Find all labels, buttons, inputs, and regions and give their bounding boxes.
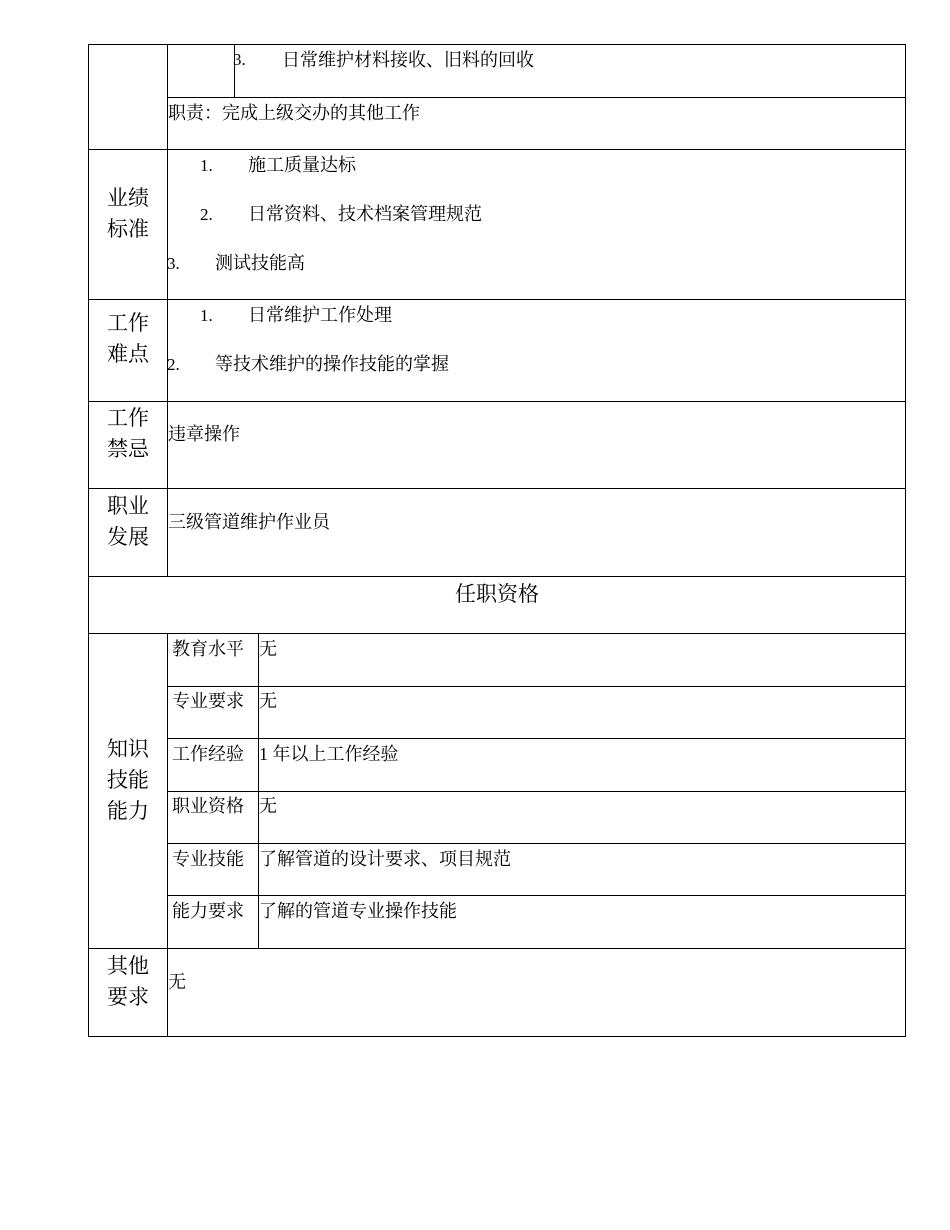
performance-item-number: 3. xyxy=(167,254,180,273)
row-divider xyxy=(167,791,906,792)
education-label: 教育水平 xyxy=(172,639,244,659)
difficulty-item-number: 2. xyxy=(167,355,180,374)
table-border-top xyxy=(88,44,906,45)
row-divider xyxy=(88,401,906,402)
ability-requirement-label: 能力要求 xyxy=(172,901,244,921)
difficulty-item-number: 1. xyxy=(200,306,213,325)
career-label: 职业 发展 xyxy=(107,494,149,549)
duty-item-text: 日常维护材料接收、旧料的回收 xyxy=(282,50,534,70)
professional-skill-value: 了解管道的设计要求、项目规范 xyxy=(259,849,511,869)
professional-qualification-label: 职业资格 xyxy=(172,796,244,816)
duty-item-number: 3. xyxy=(233,50,246,69)
performance-label: 业绩 标准 xyxy=(107,186,149,241)
taboo-label: 工作 禁忌 xyxy=(107,406,149,461)
row-divider xyxy=(88,633,906,634)
row-divider xyxy=(88,149,906,150)
other-text: 无 xyxy=(168,972,186,992)
performance-item-number: 1. xyxy=(200,156,213,175)
row-divider xyxy=(167,843,906,844)
row-divider xyxy=(167,895,906,896)
knowledge-label: 知识 技能 能力 xyxy=(107,737,149,823)
taboo-text: 违章操作 xyxy=(168,424,240,444)
performance-item-text: 测试技能高 xyxy=(215,253,305,273)
professional-skill-label: 专业技能 xyxy=(172,849,244,869)
row-divider xyxy=(167,97,906,98)
row-divider xyxy=(88,576,906,577)
performance-item-text: 日常资料、技术档案管理规范 xyxy=(248,204,482,224)
duty-other-text: 职责：完成上级交办的其他工作 xyxy=(168,103,420,123)
career-text: 三级管道维护作业员 xyxy=(168,512,330,532)
row-divider xyxy=(88,299,906,300)
table-border-right xyxy=(905,44,906,1036)
difficulty-item-text: 等技术维护的操作技能的掌握 xyxy=(215,354,449,374)
work-experience-value: 1 年以上工作经验 xyxy=(259,744,399,764)
professional-qualification-value: 无 xyxy=(259,796,277,816)
other-label: 其他 要求 xyxy=(107,954,149,1009)
row-divider xyxy=(88,488,906,489)
performance-item-number: 2. xyxy=(200,205,213,224)
difficulty-item-text: 日常维护工作处理 xyxy=(248,305,392,325)
ability-requirement-value: 了解的管道专业操作技能 xyxy=(259,901,457,921)
major-requirement-value: 无 xyxy=(259,691,277,711)
table-border-bottom xyxy=(88,1036,906,1037)
row-divider xyxy=(88,948,906,949)
education-value: 无 xyxy=(259,639,277,659)
difficulty-label: 工作 难点 xyxy=(107,311,149,366)
row-divider xyxy=(167,738,906,739)
major-requirement-label: 专业要求 xyxy=(172,691,244,711)
qualification-heading: 任职资格 xyxy=(455,582,539,606)
row-divider xyxy=(167,686,906,687)
performance-item-text: 施工质量达标 xyxy=(248,155,356,175)
work-experience-label: 工作经验 xyxy=(172,744,244,764)
